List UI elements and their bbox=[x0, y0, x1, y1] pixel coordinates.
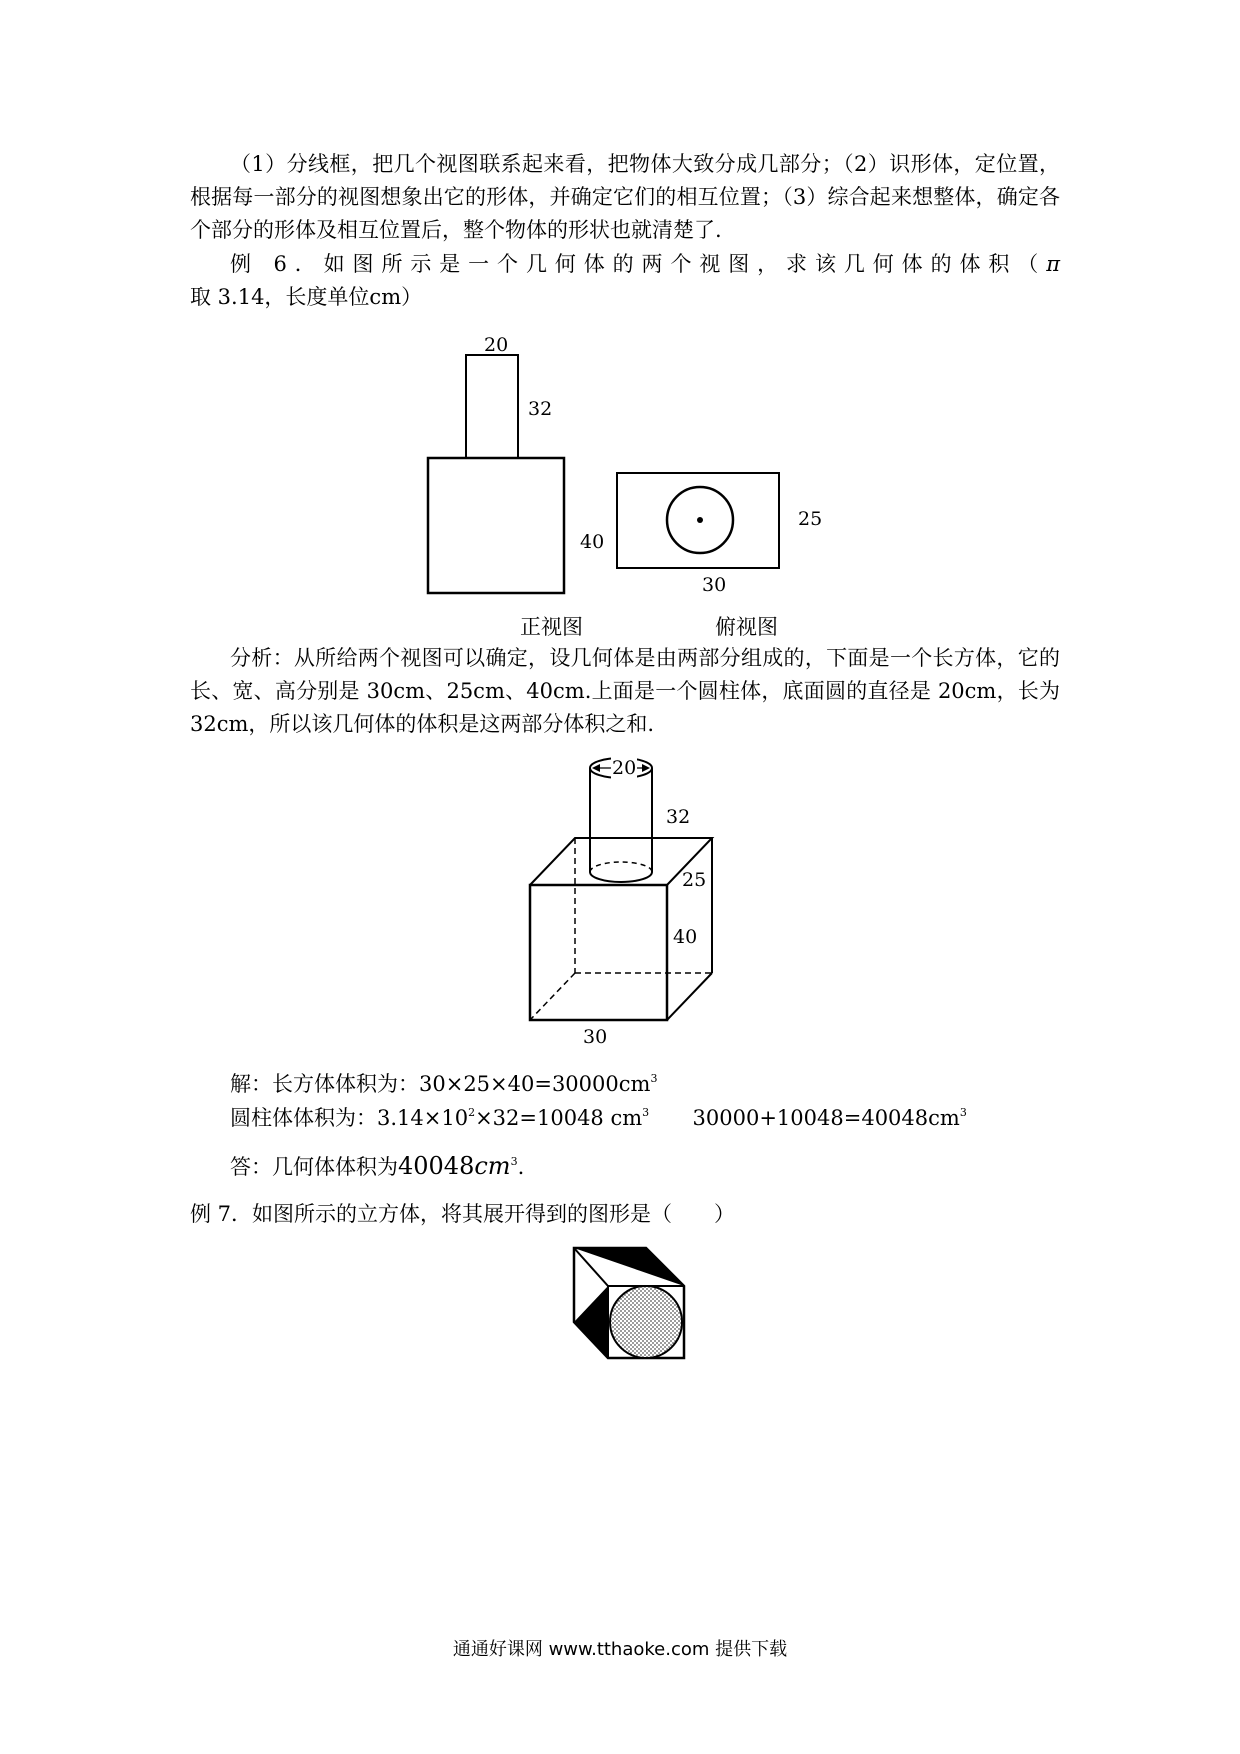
solution-line1: 解：长方体体积为：$30\times 25\times 40=30000cm^3$ bbox=[230, 1072, 658, 1096]
hidden-edge-diagonal bbox=[530, 973, 575, 1020]
cube-left-black-triangle bbox=[574, 1286, 608, 1358]
box-front-face bbox=[530, 885, 667, 1020]
front-view-caption: 正视图 bbox=[520, 615, 583, 639]
cylinder-bottom-front bbox=[590, 872, 652, 882]
pi-symbol: π bbox=[1046, 252, 1060, 276]
top-view-center-dot bbox=[697, 517, 703, 523]
diameter-arrow-right bbox=[642, 764, 650, 772]
front-dim-cylinder-height: 32 bbox=[528, 398, 553, 420]
front-view-figure bbox=[420, 335, 600, 595]
front-dim-top: 20 bbox=[484, 334, 509, 356]
analysis-paragraph: 分析：从所给两个视图可以确定，设几何体是由两部分组成的，下面是一个长方体，它的长、宽、高分别是 30cm、25cm、40cm.上面是一个圆柱体，底面圆的直径是 20cm，长为32cm，所以该几何体的体积是这两部分体积之和. bbox=[190, 646, 1060, 736]
top-view-figure bbox=[615, 470, 790, 575]
cube-figure bbox=[562, 1244, 692, 1374]
solid-dim-depth: 25 bbox=[682, 869, 707, 891]
top-view-caption: 俯视图 bbox=[715, 615, 778, 639]
answer-line: 答：几何体体积为$40048cm^3$. bbox=[230, 1152, 525, 1180]
solid-dim-height: 40 bbox=[673, 926, 698, 948]
solid-dim-width: 30 bbox=[583, 1026, 608, 1048]
example6-question: 例 6．如图所示是一个几何体的两个视图，求该几何体的体积（π取 3.14，长度单位cm） bbox=[190, 252, 1060, 309]
solid-dim-cylinder: 32 bbox=[666, 806, 691, 828]
front-view-box bbox=[428, 458, 564, 593]
cylinder-bottom-back bbox=[590, 862, 652, 872]
solution-line2: 圆柱体体积为：$3.14\times 10^2\times 32=10048$ $cm^3$ $30000+10048=40048cm^3$ bbox=[230, 1106, 967, 1130]
diameter-arrow-left bbox=[592, 764, 600, 772]
box-right-bottom-edge bbox=[667, 973, 712, 1020]
footer: 通通好课网 www.tthaoke.com 提供下载 bbox=[452, 1639, 788, 1660]
intro-paragraph: （1）分线框，把几个视图联系起来看，把物体大致分成几部分；（2）识形体，定位置，根据每一部分的视图想象出它的形体，并确定它们的相互位置；（3）综合起来想整体，确定各个部分的形体及相互位置后，整个物体的形状也就清楚了. bbox=[190, 152, 1060, 242]
front-dim-box-height: 40 bbox=[580, 531, 605, 553]
top-dim-height: 25 bbox=[798, 508, 823, 530]
top-dim-width: 30 bbox=[702, 574, 727, 596]
example7-question: 例 7．如图所示的立方体，将其展开得到的图形是（ ） bbox=[190, 1202, 736, 1226]
front-view-cylinder bbox=[466, 355, 518, 458]
solid-dim-diameter: 20 bbox=[612, 757, 637, 779]
cube-front-circle bbox=[610, 1286, 682, 1358]
